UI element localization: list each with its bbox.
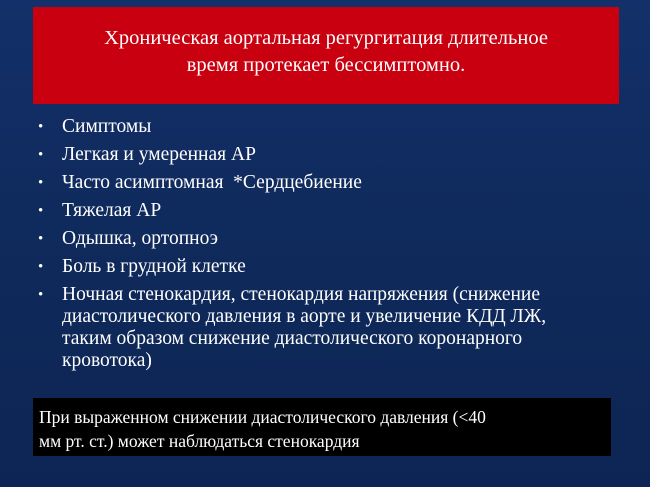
bullet-item xyxy=(36,172,596,194)
bullet-text: Часто асимптомная *Сердцебиение xyxy=(62,172,362,193)
slide-title-line-1: Хроническая аортальная регургитация длительное xyxy=(104,27,548,49)
bullet-item xyxy=(36,284,596,372)
note-box xyxy=(33,398,611,456)
bullet-text: Легкая и умеренная АР xyxy=(62,144,256,165)
bullet-dot-icon: • xyxy=(38,231,44,247)
bullet-list xyxy=(36,116,596,378)
bullet-item xyxy=(36,144,596,166)
note-line-2: мм рт. ст.) может наблюдаться стенокардия xyxy=(39,431,360,451)
bullet-text: Тяжелая АР xyxy=(62,200,162,221)
bullet-dot-icon: • xyxy=(38,203,44,219)
bullet-dot-icon: • xyxy=(38,119,44,135)
bullet-dot-icon: • xyxy=(38,259,44,275)
bullet-item xyxy=(36,228,596,250)
note-line-1: При выраженном снижении диастолического давления (<40 xyxy=(39,407,486,427)
bullet-text: Ночная стенокардия, стенокардия напряжения (снижение диастолического давления в аорте и увеличение КДД ЛЖ, таким образом снижение диастолического коронарного кровотока) xyxy=(62,284,547,371)
bullet-text: Симптомы xyxy=(62,116,152,137)
bullet-dot-icon: • xyxy=(38,287,44,303)
slide-title-box xyxy=(33,7,619,104)
bullet-text: Боль в грудной клетке xyxy=(62,256,246,277)
bullet-item xyxy=(36,116,596,138)
bullet-dot-icon: • xyxy=(38,147,44,163)
bullet-item xyxy=(36,200,596,222)
bullet-dot-icon: • xyxy=(38,175,44,191)
bullet-item xyxy=(36,256,596,278)
slide-title-line-2: время протекает бессимптомно. xyxy=(186,54,466,76)
bullet-text: Одышка, ортопноэ xyxy=(62,228,218,249)
